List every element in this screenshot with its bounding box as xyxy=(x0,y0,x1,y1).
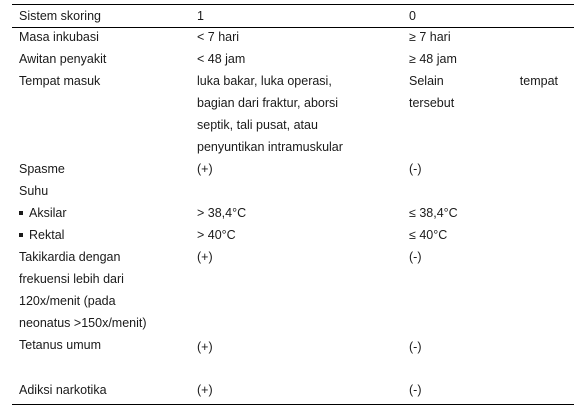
score-1-value: (+) xyxy=(197,250,213,264)
criterion-label-line: Takikardia dengan xyxy=(19,250,121,264)
score-1-value: > 38,4°C xyxy=(197,206,247,220)
score-0-value: (-) xyxy=(409,250,422,264)
score-1-value: < 48 jam xyxy=(197,52,246,66)
sub-criterion xyxy=(19,224,197,246)
criterion-label: Adiksi narkotika xyxy=(19,383,107,397)
score-0-value: ≤ 38,4°C xyxy=(409,206,458,220)
score-0-word: tempat xyxy=(519,74,558,88)
criterion-label: Tetanus umum xyxy=(19,338,101,352)
score-1-value-line: luka bakar, luka operasi, xyxy=(197,74,332,88)
criterion-label-line: neonatus >150x/menit) xyxy=(19,316,147,330)
criterion-label-line: frekuensi lebih dari xyxy=(19,272,124,286)
score-1-value: (+) xyxy=(197,162,213,176)
header-score-1: 1 xyxy=(197,9,204,23)
score-0-word: Selain xyxy=(409,74,444,88)
criterion-label: Masa inkubasi xyxy=(19,30,99,44)
score-1-value: < 7 hari xyxy=(197,30,240,44)
score-0-value: ≥ 48 jam xyxy=(409,52,457,66)
score-0-value: ≥ 7 hari xyxy=(409,30,451,44)
score-0-value-line: tersebut xyxy=(409,96,455,110)
score-0-value-line xyxy=(409,70,558,92)
score-1-value: (+) xyxy=(197,383,213,397)
score-0-value: (-) xyxy=(409,383,422,397)
criterion-label-line: 120x/menit (pada xyxy=(19,294,116,308)
score-1-value-line: bagian dari fraktur, aborsi xyxy=(197,96,339,110)
header-score-0: 0 xyxy=(409,9,416,23)
bullet-icon xyxy=(19,211,23,215)
score-0-value: (-) xyxy=(409,340,422,354)
sub-criterion xyxy=(19,202,197,224)
criterion-label: Spasme xyxy=(19,162,65,176)
score-1-value: > 40°C xyxy=(197,228,236,242)
criterion-label: Rektal xyxy=(29,228,65,242)
bullet-icon xyxy=(19,233,23,237)
score-1-value-line: septik, tali pusat, atau xyxy=(197,118,318,132)
criterion-label: Tempat masuk xyxy=(19,74,101,88)
criterion-label: Awitan penyakit xyxy=(19,52,107,66)
criterion-label: Suhu xyxy=(19,184,49,198)
score-1-value-line: penyuntikan intramuskular xyxy=(197,140,343,154)
score-0-value: (-) xyxy=(409,162,422,176)
header-sistem-skoring: Sistem skoring xyxy=(19,9,101,23)
table-bottom-rule xyxy=(12,404,574,405)
score-1-value: (+) xyxy=(197,340,213,354)
score-0-value: ≤ 40°C xyxy=(409,228,448,242)
criterion-label: Aksilar xyxy=(29,206,67,220)
